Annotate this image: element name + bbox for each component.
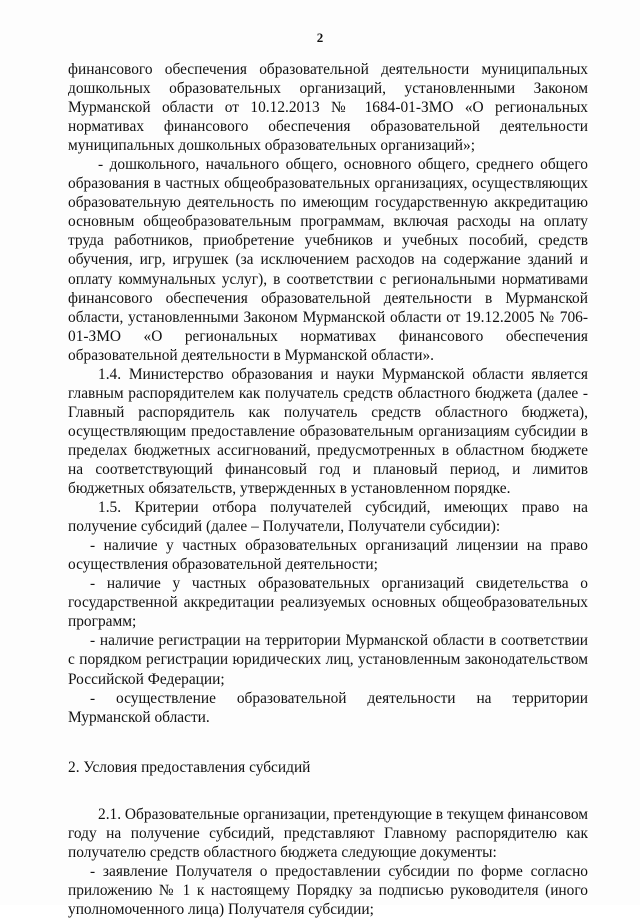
list-item-general-education: - дошкольного, начального общего, основного общего, среднего общего образования в частных общеобразовательных организациях, осуществляющих образовательную деятельность по имеющим государственную аккредитацию основным общеобразовательным программам, включая расходы на оплату труда работников, приобретение учебников и учебных пособий, средств обучения, игр, игрушек (за исключением расходов на содержание зданий и оплату коммунальных услуг), в соответствии с региональными нормативами финансового обеспечения образовательной деятельности в Мурманской области, установленными Законом Мурманской области от 19.12.2005 № 706-01-ЗМО «О региональных нормативах финансового обеспечения образовательной деятельности в Мурманской области». [68, 156, 588, 364]
paragraph-1-4: 1.4. Министерство образования и науки Мурманской области является главным распорядителем как получатель средств областного бюджета (далее - Главный распорядитель как получатель средств областного бюджета), осуществляющим предоставление образовательным организациям субсидии в пределах бюджетных ассигнований, предусмотренных в областном бюджете на соответствующий финансовый год и плановый период, и лимитов бюджетных обязательств, утвержденных в установленном порядке. [68, 365, 588, 498]
spacer [68, 727, 588, 746]
section-2-heading: 2. Условия предоставления субсидий [68, 758, 311, 776]
spacer [68, 786, 588, 805]
paragraph-2-1: 2.1. Образовательные организации, претендующие в текущем финансовом году на получение субсидий, представляют Главному распорядителю как получателю средств областного бюджета следующие документы: [68, 805, 589, 861]
page-number: 2 [316, 30, 324, 45]
document-item-application: - заявление Получателя о предоставлении субсидии по форме согласно приложению № 1 к настоящему Порядку за подписью руководителя (иного уполномоченного лица) Получателя субсидии; [68, 862, 588, 918]
criteria-item-license: - наличие у частных образовательных организаций лицензии на право осуществления образовательной деятельности; [68, 537, 588, 574]
paragraph-1-3-continuation: финансового обеспечения образовательной деятельности муниципальных дошкольных образовательных организаций, установленными Законом Мурманской области от 10.12.2013 № 1684-01-ЗМО «О региональных нормативах финансового обеспечения образовательной деятельности муниципальных дошкольных образовательных организаций»; [68, 61, 588, 155]
document-body [68, 60, 588, 919]
criteria-item-registration: - наличие регистрации на территории Мурманской области в соответствии с порядком регистрации юридических лиц, установленным законодательством Российской Федерации; [68, 632, 588, 688]
criteria-item-accreditation: - наличие у частных образовательных организаций свидетельства о государственной аккредитации реализуемых основных общеобразовательных программ; [68, 575, 588, 631]
criteria-item-activity: - осуществление образовательной деятельности на территории Мурманской области. [68, 689, 588, 726]
paragraph-1-5: 1.5. Критерии отбора получателей субсидий, имеющих право на получение субсидий (далее – Получатели, Получатели субсидии): [68, 499, 588, 536]
